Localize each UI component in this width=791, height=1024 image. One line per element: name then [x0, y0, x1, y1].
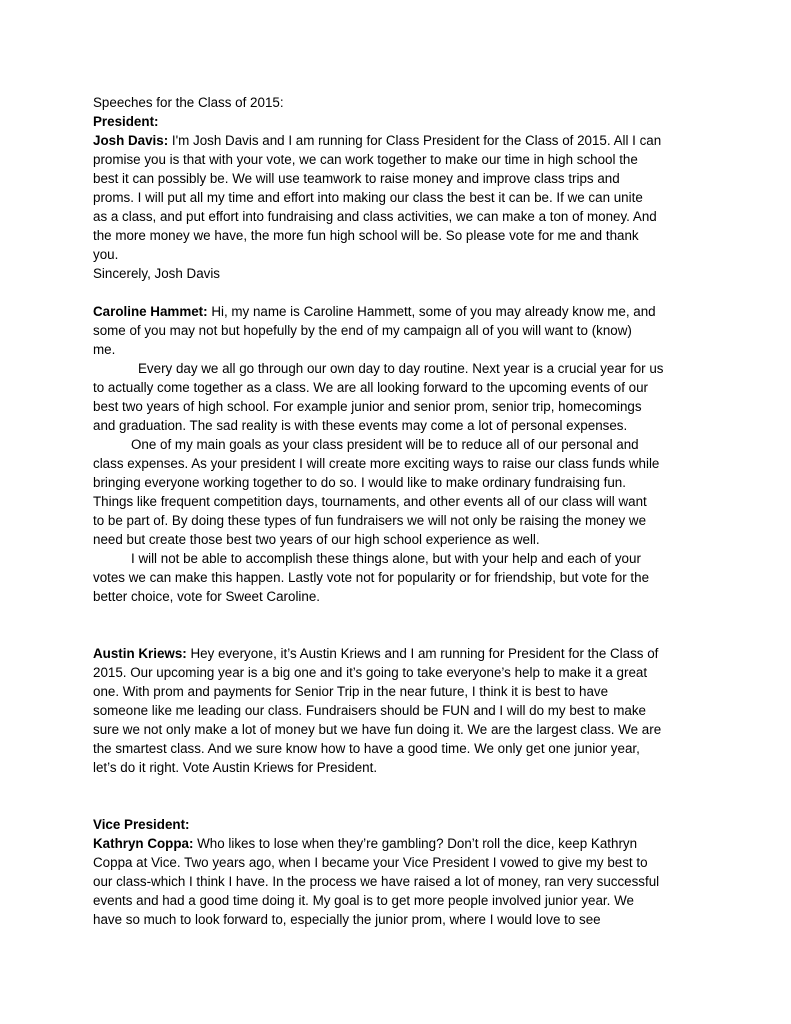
speech-line: bringing everyone working together to do so. I would like to make ordinary fundraising fun. — [93, 475, 626, 490]
speech-line — [93, 131, 731, 150]
speech-line: the more money we have, the more fun high school will be. So please vote for me and thank — [93, 228, 639, 243]
speech-line — [93, 302, 731, 321]
speech-text: Hi, my name is Caroline Hammett, some of you may already know me, and — [207, 304, 656, 319]
speaker-name: Josh Davis: — [93, 133, 169, 148]
speech-line: one. With prom and payments for Senior Trip in the near future, I think it is best to have — [93, 684, 609, 699]
speaker-name: Austin Kriews: — [93, 646, 187, 661]
speech-line: sure we not only make a lot of money but we have fun doing it. We are the largest class. We are — [93, 722, 662, 737]
speech-line: some of you may not but hopefully by the end of my campaign all of you will want to (know) — [93, 323, 632, 338]
speech-line: Coppa at Vice. Two years ago, when I became your Vice President I vowed to give my best to — [93, 855, 648, 870]
speech-text: I'm Josh Davis and I am running for Class President for the Class of 2015. All I can — [168, 133, 662, 148]
speech-caroline-hammet — [93, 302, 731, 606]
speech-text: Hey everyone, it’s Austin Kriews and I am running for President for the Class of — [186, 646, 659, 661]
section-heading-vice-president: Vice President: — [93, 817, 190, 832]
document-heading: Speeches for the Class of 2015: — [93, 95, 284, 110]
speech-line: to be part of. By doing these types of fun fundraisers we will not only be raising the money we — [93, 513, 647, 528]
speech-line: events and had a good time doing it. My goal is to get more people involved junior year. We — [93, 893, 634, 908]
speech-line: class expenses. As your president I will create more exciting ways to raise our class funds while — [93, 456, 660, 471]
speech-line: 2015. Our upcoming year is a big one and it’s going to take everyone’s help to make it a great — [93, 665, 648, 680]
speech-line: promise you is that with your vote, we can work together to make our time in high school the — [93, 152, 638, 167]
speech-line: One of my main goals as your class president will be to reduce all of our personal and — [131, 437, 639, 452]
speech-line: someone like me leading our class. Fundraisers should be FUN and I will do my best to make — [93, 703, 646, 718]
speech-line: proms. I will put all my time and effort into making our class the best it can be. If we can unite — [93, 190, 643, 205]
speech-text: Who likes to lose when they’re gambling? Don’t roll the dice, keep Kathryn — [193, 836, 638, 851]
speech-line: me. — [93, 342, 116, 357]
speech-line: need but create those best two years of our high school experience as well. — [93, 532, 540, 547]
speech-line: best it can possibly be. We will use teamwork to raise money and improve class trips and — [93, 171, 620, 186]
speech-line: best two years of high school. For example junior and senior prom, senior trip, homecomings — [93, 399, 642, 414]
speech-line: to actually come together as a class. We are all looking forward to the upcoming events of our — [93, 380, 649, 395]
speaker-name: Kathryn Coppa: — [93, 836, 194, 851]
speech-line: you. — [93, 247, 119, 262]
speech-line: as a class, and put effort into fundraising and class activities, we can make a ton of money. And — [93, 209, 657, 224]
speech-line: Every day we all go through our own day to day routine. Next year is a crucial year for us — [138, 361, 664, 376]
speech-austin-kriews — [93, 644, 731, 777]
speech-line: have so much to look forward to, especially the junior prom, where I would love to see — [93, 912, 601, 927]
speech-line: and graduation. The sad reality is with these events may come a lot of personal expenses. — [93, 418, 628, 433]
speech-line: I will not be able to accomplish these things alone, but with your help and each of your — [131, 551, 641, 566]
speech-line: votes we can make this happen. Lastly vote not for popularity or for friendship, but vote for the — [93, 570, 650, 585]
speech-josh-davis — [93, 131, 731, 283]
speech-line: Things like frequent competition days, tournaments, and other events all of our class will want — [93, 494, 647, 509]
speech-kathryn-coppa — [93, 834, 731, 929]
speech-line — [93, 834, 731, 853]
speech-signoff: Sincerely, Josh Davis — [93, 266, 221, 281]
speaker-name: Caroline Hammet: — [93, 304, 208, 319]
speech-line — [93, 644, 731, 663]
speech-line: the smartest class. And we sure know how to have a good time. We only get one junior year, — [93, 741, 640, 756]
speech-line: better choice, vote for Sweet Caroline. — [93, 589, 321, 604]
section-heading-president: President: — [93, 114, 159, 129]
speech-line: let’s do it right. Vote Austin Kriews for President. — [93, 760, 378, 775]
speech-line: our class-which I think I have. In the process we have raised a lot of money, ran very successful — [93, 874, 660, 889]
